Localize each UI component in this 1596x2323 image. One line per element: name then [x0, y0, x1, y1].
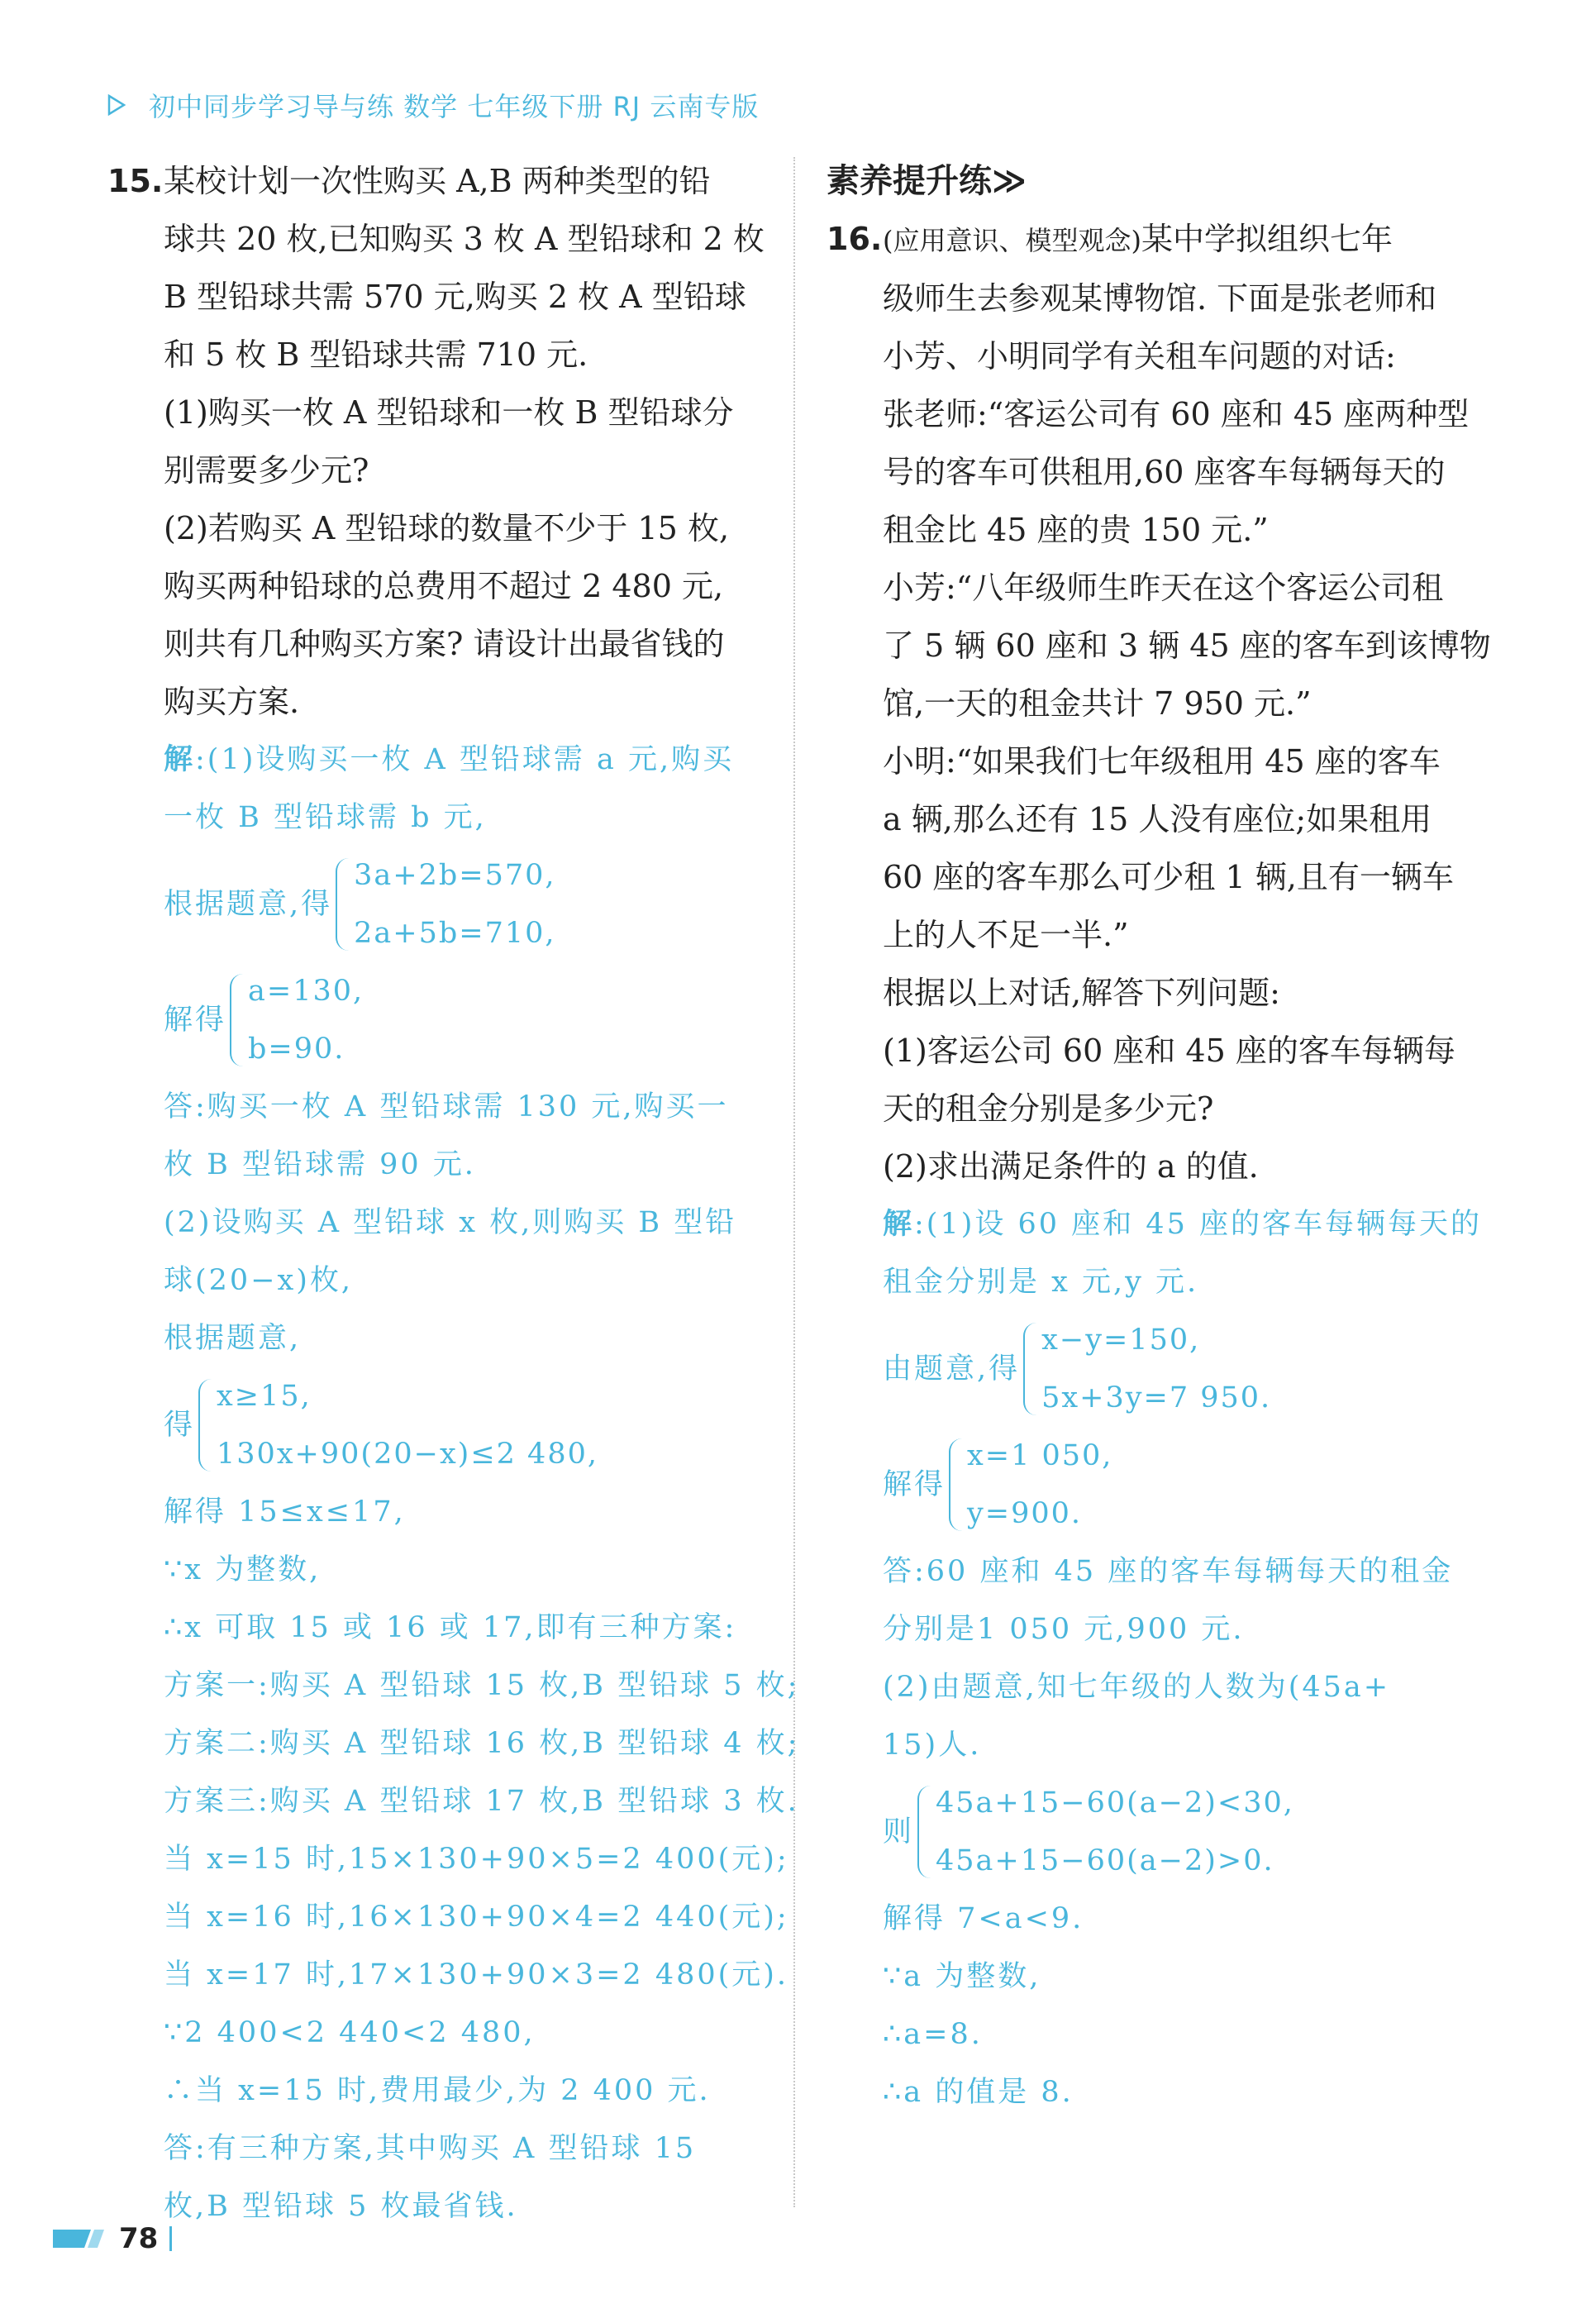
q16-line: 上的人不足一半.”: [883, 917, 1129, 953]
q16-line: 小芳、小明同学有关租车问题的对话:: [883, 338, 1396, 374]
q15-line: 购买方案.: [164, 684, 300, 720]
q16-line: 级师生去参观某博物馆. 下面是张老师和: [883, 280, 1437, 317]
q16-line: a 辆,那么还有 15 人没有座位;如果租用: [883, 801, 1432, 837]
q16-solution-line: 租金分别是 x 元,y 元.: [883, 1266, 1199, 1299]
q15-solution-line: 根据题意,: [164, 1322, 302, 1355]
q16-solution-line: ∵a 为整数,: [883, 1960, 1041, 1993]
q15-number: 15.: [107, 163, 164, 199]
q16-tag: (应用意识、模型观念): [883, 225, 1141, 256]
q16-line: 号的客车可供租用,60 座客车每辆每天的: [883, 454, 1446, 490]
q16-solution-line: 答:60 座和 45 座的客车每辆每天的租金: [883, 1555, 1454, 1588]
q15-line: (2)若购买 A 型铅球的数量不少于 15 枚,: [164, 510, 730, 546]
q16-solution-line: 15)人.: [883, 1729, 982, 1762]
page-number: 78: [119, 2222, 159, 2255]
brace-icon: [1023, 1323, 1036, 1415]
brace-icon: [230, 974, 243, 1066]
q15-line: 则共有几种购买方案? 请设计出最省钱的: [164, 626, 725, 662]
q15-solution-line: 答:购买一枚 A 型铅球需 130 元,购买一: [164, 1090, 729, 1123]
solution-label: 解: [164, 742, 196, 776]
q15-solution-line: ∵x 为整数,: [164, 1553, 322, 1586]
q15-solution-line: 方案三:购买 A 型铅球 17 枚,B 型铅球 3 枚.: [164, 1785, 799, 1818]
q15-solution-line: 解得 15≤x≤17,: [164, 1495, 406, 1529]
q16-solution-line: 分别是1 050 元,900 元.: [883, 1613, 1245, 1646]
solution-label: 解: [883, 1207, 915, 1241]
q15-solution-line: 枚,B 型铅球 5 枚最省钱.: [164, 2190, 518, 2223]
q15-solution-line: ∴当 x=15 时,费用最少,为 2 400 元.: [164, 2074, 711, 2107]
q15-solution-line: 当 x=16 时,16×130+90×4=2 440(元);: [164, 1901, 789, 1934]
q16-number: 16.: [827, 221, 883, 257]
q15-solution-line: 当 x=17 时,17×130+90×3=2 480(元).: [164, 1958, 789, 1991]
equation-system: 则 45a+15−60(a−2)<30, 45a+15−60(a−2)>0.: [883, 1786, 1294, 1877]
brace-icon: [198, 1379, 212, 1472]
section-title: 素养提升练≫: [827, 162, 1027, 200]
q15-line: 别需要多少元?: [164, 452, 369, 489]
brace-icon: [336, 858, 349, 951]
q16-solution-line: ∴a 的值是 8.: [883, 2076, 1074, 2109]
q16-line: (1)客运公司 60 座和 45 座的客车每辆每: [883, 1033, 1455, 1069]
q15-line: 和 5 枚 B 型铅球共需 710 元.: [164, 336, 588, 373]
equation-system: 得 x≥15, 130x+90(20−x)≤2 480,: [164, 1380, 598, 1471]
q15-solution-line: 枚 B 型铅球需 90 元.: [164, 1148, 476, 1181]
q15-solution-line: (2)设购买 A 型铅球 x 枚,则购买 B 型铅: [164, 1206, 737, 1239]
q15-solution-line: ∵2 400<2 440<2 480,: [164, 2016, 536, 2049]
q16-solution-line: 解得 7<a<9.: [883, 1902, 1084, 1935]
equation-system: 解得 x=1 050, y=900.: [883, 1439, 1113, 1530]
q15-line: 球共 20 枚,已知购买 3 枚 A 型铅球和 2 枚: [164, 221, 765, 257]
equation-system: 解得 a=130, b=90.: [164, 975, 364, 1066]
column-divider: [793, 157, 795, 2207]
q15-solution-line: 方案二:购买 A 型铅球 16 枚,B 型铅球 4 枚;: [164, 1727, 800, 1760]
q15-solution-line: ∴x 可取 15 或 16 或 17,即有三种方案:: [164, 1611, 737, 1644]
q16-line: 根据以上对话,解答下列问题:: [883, 975, 1280, 1011]
q16-line: 小芳:“八年级师生昨天在这个客运公司租: [883, 570, 1444, 606]
q16-line: 小明:“如果我们七年级租用 45 座的客车: [883, 743, 1441, 780]
double-chevron-icon: ≫: [992, 162, 1027, 200]
q16-line: (2)求出满足条件的 a 的值.: [883, 1148, 1259, 1185]
page-footer: [50, 2222, 172, 2255]
q15-solution-line: 方案一:购买 A 型铅球 15 枚,B 型铅球 5 枚;: [164, 1669, 800, 1702]
play-triangle-icon: [107, 94, 126, 116]
equation-system: 根据题意,得 3a+2b=570, 2a+5b=710,: [164, 859, 556, 950]
q16-line: 张老师:“客运公司有 60 座和 45 座两种型: [883, 396, 1470, 432]
question-16: [827, 152, 1491, 2121]
running-header: [107, 86, 759, 124]
q15-line: 购买两种铅球的总费用不超过 2 480 元,: [164, 568, 724, 604]
q15-line: 15.某校计划一次性购买 A,B 两种类型的铅: [107, 152, 769, 210]
q16-line: 60 座的客车那么可少租 1 辆,且有一辆车: [883, 859, 1454, 895]
q15-line: B 型铅球共需 570 元,购买 2 枚 A 型铅球: [164, 279, 746, 315]
q16-solution-line: (2)由题意,知七年级的人数为(45a+: [883, 1671, 1391, 1704]
q15-solution-line: 一枚 B 型铅球需 b 元,: [164, 801, 487, 834]
question-15: [107, 152, 800, 2235]
q16-line: 天的租金分别是多少元?: [883, 1090, 1214, 1127]
q15-line: (1)购买一枚 A 型铅球和一枚 B 型铅球分: [164, 394, 734, 431]
q16-solution-line: ∴a=8.: [883, 2018, 983, 2051]
q16-line: 租金比 45 座的贵 150 元.”: [883, 512, 1269, 548]
q16-solution-line: 解:(1)设 60 座和 45 座的客车每辆每天的: [883, 1207, 1482, 1241]
q16-line: 馆,一天的租金共计 7 950 元.”: [883, 685, 1312, 722]
equation-system: 由题意,得 x−y=150, 5x+3y=7 950.: [883, 1324, 1272, 1414]
q15-solution-line: 当 x=15 时,15×130+90×5=2 400(元);: [164, 1843, 789, 1876]
page-tab-decoration-icon: [50, 2226, 107, 2251]
q16-line: 16.(应用意识、模型观念)某中学拟组织七年: [827, 210, 1488, 270]
footer-bar: [169, 2226, 172, 2251]
q15-solution-line: 解:(1)设购买一枚 A 型铅球需 a 元,购买: [164, 742, 735, 776]
header-title: 初中同步学习导与练 数学 七年级下册 RJ 云南专版: [149, 91, 760, 122]
q15-solution-line: 答:有三种方案,其中购买 A 型铅球 15: [164, 2132, 697, 2165]
brace-icon: [949, 1438, 962, 1531]
q16-line: 了 5 辆 60 座和 3 辆 45 座的客车到该博物: [883, 627, 1491, 664]
brace-icon: [917, 1786, 931, 1878]
q15-solution-line: 球(20−x)枚,: [164, 1264, 354, 1297]
